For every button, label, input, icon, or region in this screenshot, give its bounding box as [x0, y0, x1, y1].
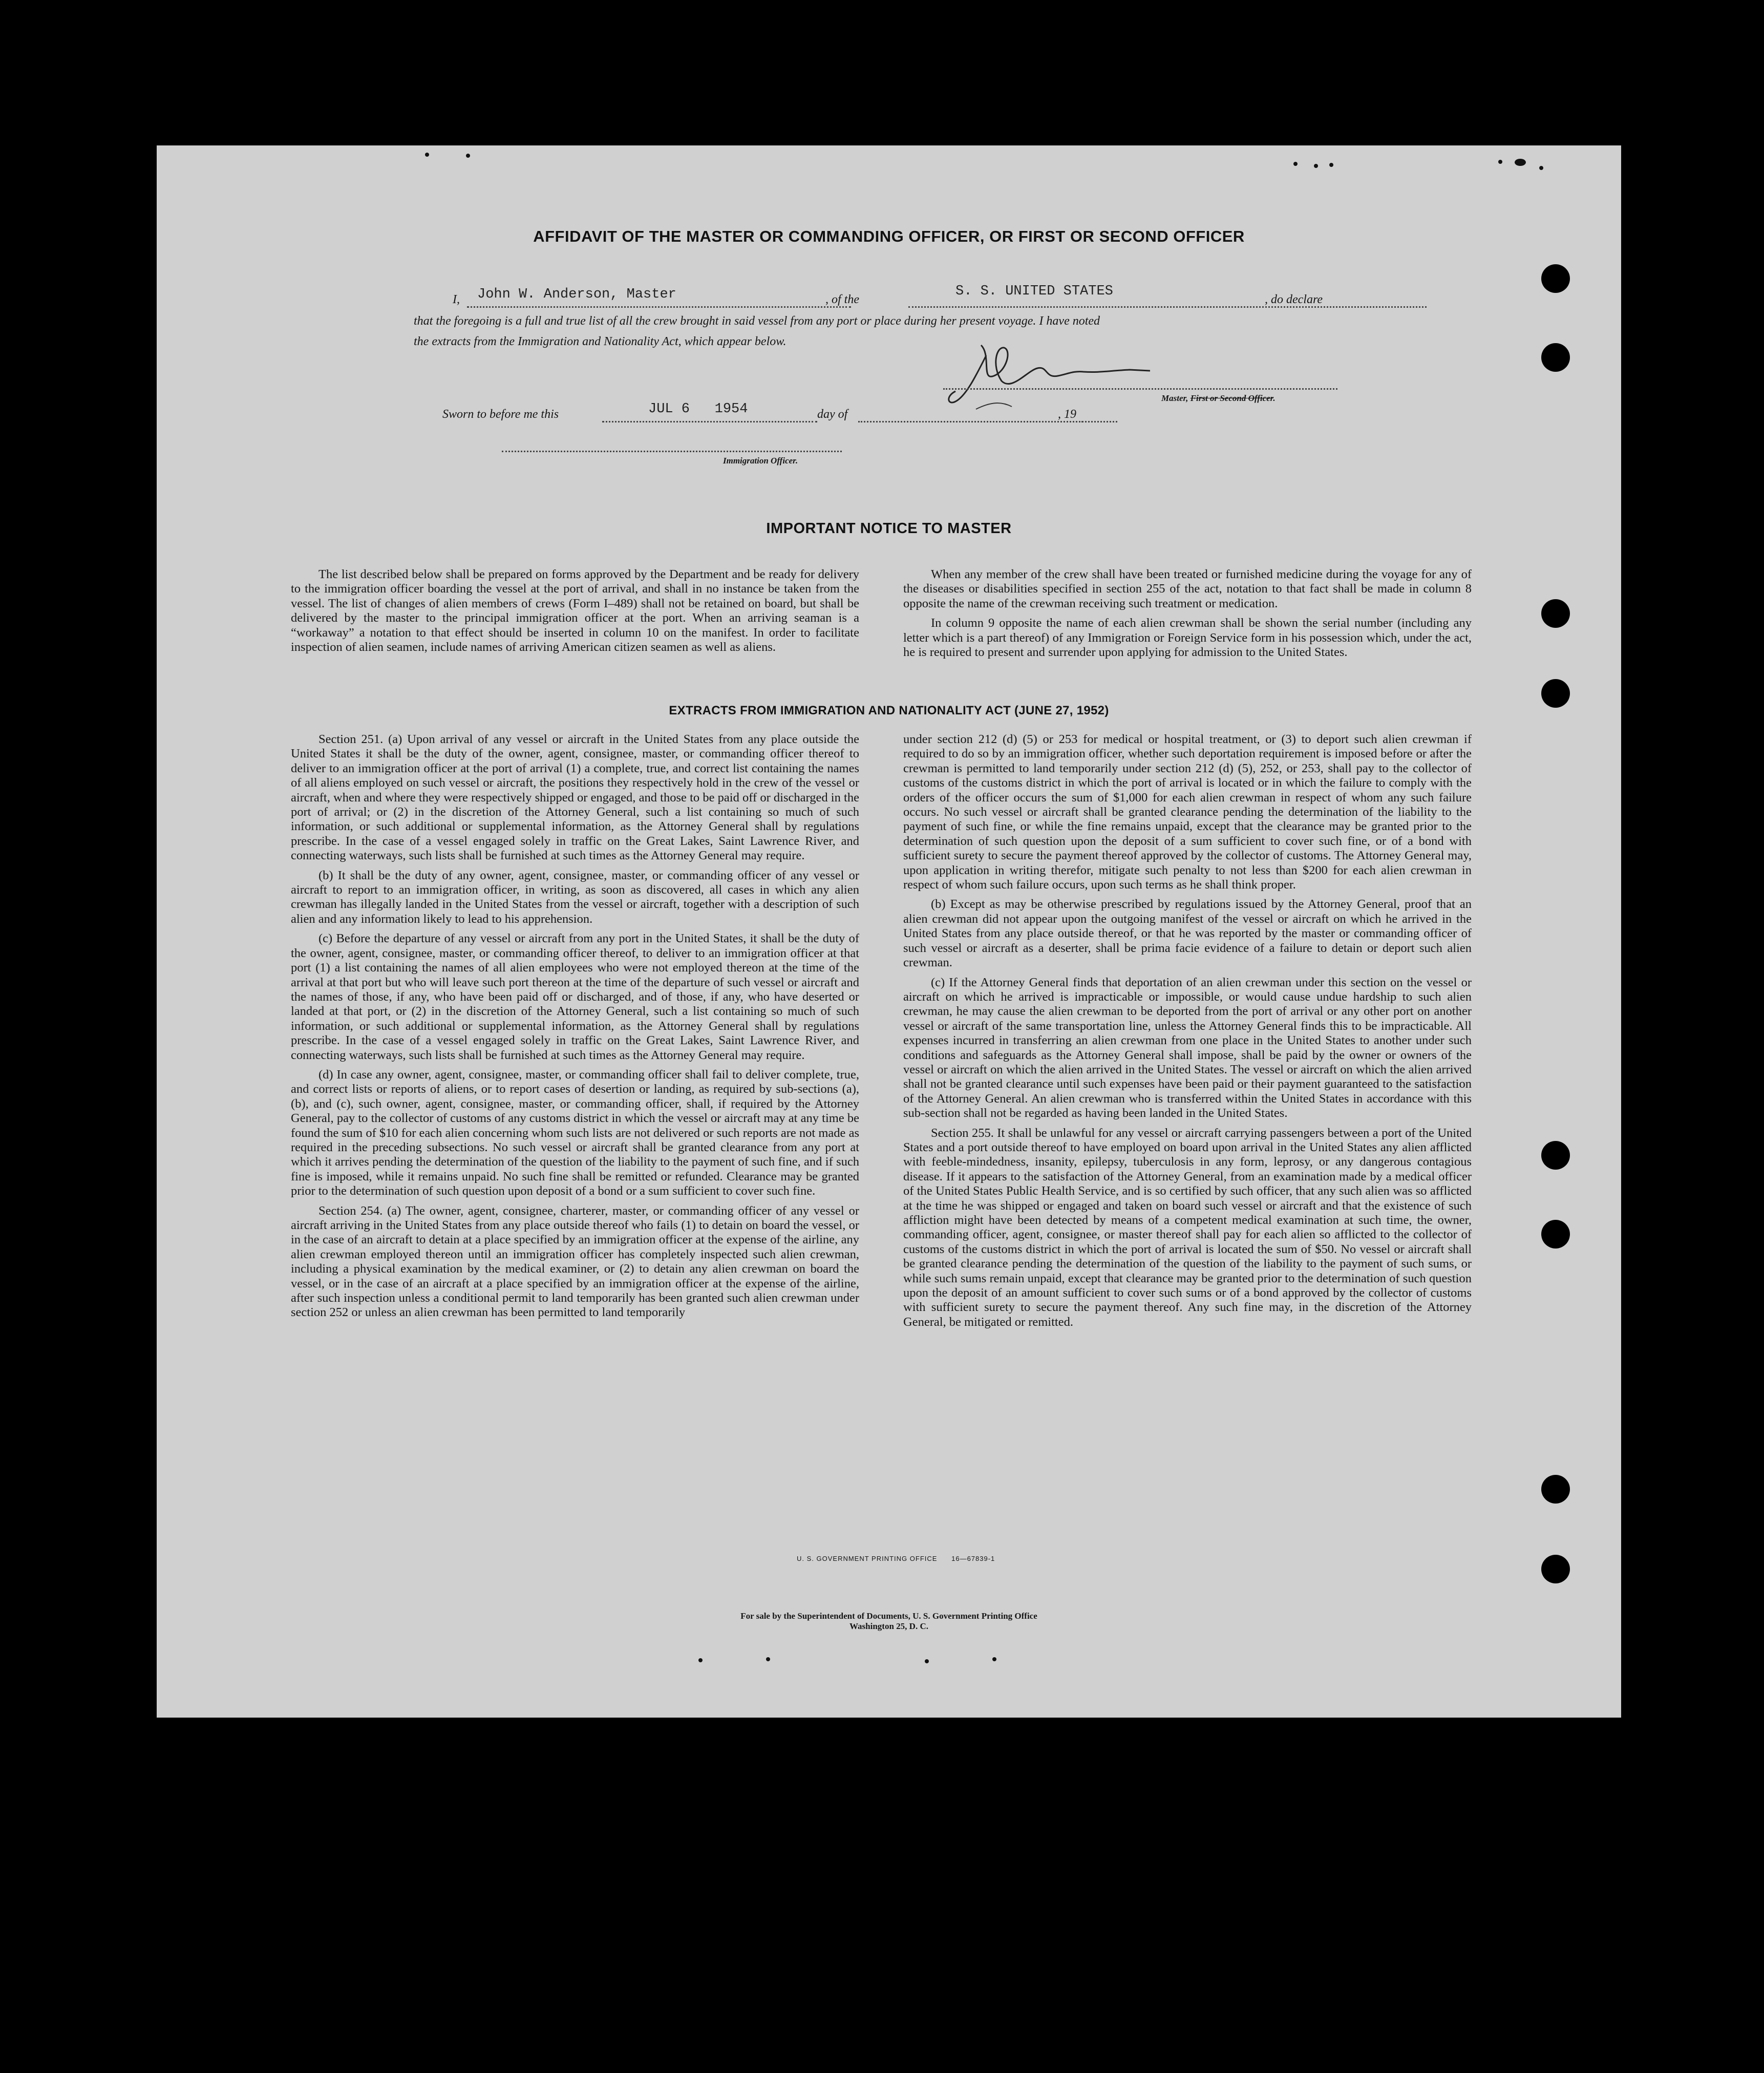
speck-mark	[1498, 160, 1502, 164]
extract-left-section-251d: (d) In case any owner, agent, consignee, master, or commanding officer shall fail to deliver complete, true, and correct lists or reports of aliens, or to report cases of desertion or landing, as required by sub-sections (a), (b), and (c), such owner, agent, consignee, master, or commanding officer, shall, if required by the Attorney General, pay to the collector of customs of any customs district in which the vessel or aircraft may at any time be found the sum of $10 for each alien concerning whom such lists are not delivered or such reports are not made as required in the preceding subsections. No such vessel or aircraft shall be granted clearance from any port at which it arrives pending the determination of the question of the liability to the payment of such fine, and if such fine is imposed, while it remains unpaid. No such fine shall be remitted or refunded. Clearance may be granted prior to the determination of such question upon deposit of a bond or a sum sufficient to cover such fine.	[291, 1067, 859, 1198]
vessel-underline	[908, 306, 1427, 308]
notice-left-column	[291, 567, 859, 660]
form-sheet	[157, 145, 1621, 1718]
binder-hole	[1541, 599, 1570, 628]
sworn-label: Sworn to before me this	[442, 408, 559, 421]
declaration-i-label: I,	[453, 293, 460, 306]
speck-mark	[698, 1658, 703, 1662]
speck-mark	[1539, 166, 1543, 170]
notice-left-paragraph: The list described below shall be prepared on forms approved by the Department and be ready for delivery to the immigration officer boarding the vessel at the port of arrival, and shall in no instance be taken from the vessel. The list of changes of alien members of crews (Form I–489) shall not be retained on board, but shall be delivered by the master to the principal immigration officer at the port. When an arriving seaman is a “workaway” a notation to that effect should be inserted in column 10 on the manifest. In order to facilitate inspection of alien seamen, include names of arriving American citizen seamen as well as aliens.	[291, 567, 859, 654]
extracts-title: EXTRACTS FROM IMMIGRATION AND NATIONALITY ACT (JUNE 27, 1952)	[669, 704, 1109, 717]
notice-title: IMPORTANT NOTICE TO MASTER	[766, 520, 1012, 537]
signer-title-struck: First or Second Officer	[1190, 393, 1273, 403]
binder-hole	[1541, 1475, 1570, 1504]
extract-right-section-254c: (c) If the Attorney General finds that deportation of an alien crewman under this section on the vessel or aircraft on which he arrived is impracticable or impossible, or would cause undue hardship to such alien crewman, he may cause the alien crewman to be deported from the port of arrival or any other port on another vessel or aircraft of the same transportation line, unless the Attorney General finds this to be impracticable. All expenses incurred in transferring an alien crewman from one place in the United States to another under such conditions and safeguards as the Attorney General shall impose, shall be paid by the owner or owners of the vessel or aircraft on which the alien arrived in the United States. The vessel or aircraft on which the alien arrived shall not be granted clearance until such expenses have been paid or their payment guaranteed to the satisfaction of the Attorney General. An alien crewman who is transferred within the United States in accordance with this sub-section shall not be regarded as having been landed in the United States.	[903, 975, 1472, 1120]
extract-right-section-254a-cont: under section 212 (d) (5) or 253 for medical or hospital treatment, or (3) to deport such alien crewman if required to do so by an immigration officer, whether such deportation requirement is imposed before or after the crewman is permitted to land temporarily under section 212 (d) (5), 252, or 253, shall pay to the collector of customs of the customs district in which the port of arrival is located or in which the failure to comply with the orders of the officer occurs the sum of $1,000 for each alien crewman in respect of whom any such failure occurs. No such vessel or aircraft shall be granted clearance pending the determination of the liability to the payment of such fine, or while the fine remains unpaid, except that the clearance may be granted prior to the determination of such question upon the deposit of a sum sufficient to cover such fine, or of a bond with sufficient surety to secure the payment thereof approved by the collector of customs. The Attorney General may, upon application in writing therefor, mitigate such penalty to not less than $200 for each alien crewman in respect of whom such failure occurs, upon such terms as he shall think proper.	[903, 732, 1472, 892]
sworn-date: JUL 6 1954	[648, 401, 748, 417]
declaration-statement-1: that the foregoing is a full and true list of all the crew brought in said vessel from any port or place during her present voyage. I have noted	[414, 314, 1100, 328]
speck-mark	[925, 1659, 929, 1663]
speck-mark	[425, 153, 429, 157]
extract-left-section-251a: Section 251. (a) Upon arrival of any vessel or aircraft in the United States from any place outside the United States it shall be the duty of the owner, agent, consignee, master, or commanding officer thereof to deliver to an immigration officer at the port of arrival (1) a complete, true, and correct list containing the names of all aliens employed on such vessel or aircraft, the positions they respectively hold in the crew of the vessel or aircraft, when and where they were respectively shipped or engaged, and those to be paid off or discharged in the port of arrival; or (2) in the discretion of the Attorney General, such a list containing so much of such information, or such additional or supplemental information, as the Attorney General shall by regulations prescribe. In the case of a vessel engaged solely in traffic on the Great Lakes, Saint Lawrence River, and connecting waterways, such lists shall be furnished at such times as the Attorney General may require.	[291, 732, 859, 863]
binder-hole	[1541, 343, 1570, 372]
signature	[945, 340, 1160, 417]
extract-left-section-254a: Section 254. (a) The owner, agent, consignee, charterer, master, or commanding officer of any vessel or aircraft arriving in the United States from any place outside thereof who fails (1) to detain on board the vessel, or in the case of an aircraft to detain at a place specified by an immigration officer at the expense of the airline, any alien crewman employed thereon until an immigration officer has completely inspected such alien crewman, including a physical examination by the medical examiner, or (2) to detain any alien crewman on board the vessel, or in the case of an aircraft at a place specified by an immigration officer at the expense of the airline, after such inspection unless a conditional permit to land temporarily has been granted such alien crewman under section 252 or unless an alien crewman has been permitted to land temporarily	[291, 1203, 859, 1320]
sale-line-2: Washington 25, D. C.	[849, 1621, 928, 1631]
do-declare-label: , do declare	[1265, 293, 1323, 306]
notice-right-column	[903, 567, 1472, 665]
binder-hole	[1541, 1220, 1570, 1249]
sworn-date-underline	[602, 421, 817, 422]
speck-mark	[1515, 159, 1526, 166]
vessel-name: S. S. UNITED STATES	[955, 284, 1113, 299]
immigration-officer-underline	[502, 451, 842, 452]
day-of-label: day of	[817, 408, 848, 421]
notice-right-paragraph-2: In column 9 opposite the name of each alien crewman shall be shown the serial number (including any letter which is a part thereof) of any Immigration or Foreign Service form in his possession which, under the act, he is required to present and surrender upon applying for admission to the United States.	[903, 616, 1472, 660]
extracts-left-column	[291, 732, 859, 1325]
extract-right-section-255: Section 255. It shall be unlawful for any vessel or aircraft carrying passengers between a port of the United States and a port outside thereof to have employed on board upon arrival in the United States any alien afflicted with feeble-mindedness, insanity, epilepsy, tuberculosis in any form, leprosy, or any dangerous contagious disease. If it appears to the satisfaction of the Attorney General, from an examination made by a medical officer of the United States Public Health Service, and is so certified by such officer, that any such alien was so afflicted at the time he was shipped or engaged and taken on board such vessel or aircraft and that the existence of such affliction might have been detected by means of a competent medical examination at such time, the owner, commanding officer, agent, consignee, or master thereof shall pay for each alien so afflicted to the collector of customs of the customs district in which the port of arrival is located the sum of $50. No vessel or aircraft shall be granted clearance pending the determination of the question of the liability to the payment of such sums, or while such sums remain unpaid, except that clearance may be granted prior to the determination of such question upon the deposit of an amount sufficient to cover such sums or of a bond approved by the collector of customs with sufficient surety to secure the payment thereof. Any such fine may, in the discretion of the Attorney General, be mitigated or remitted.	[903, 1126, 1472, 1329]
binder-hole	[1541, 1555, 1570, 1583]
extract-left-section-251c: (c) Before the departure of any vessel or aircraft from any port in the United States, it shall be the duty of the owner, agent, consignee, master, or commanding officer thereof, to deliver to an immigration officer at that port (1) a list containing the names of all alien employees who were not employed thereon at the time of the arrival at that port but who will leave such port thereon at the time of the departure of such vessel or aircraft and the names of those, if any, who have been paid off or discharged, and of those, if any, who have deserted or landed at that port, or (2) in the discretion of the Attorney General, such a list containing so much of such information, or such additional or supplemental information, as the Attorney General shall by regulations prescribe. In the case of a vessel engaged solely in traffic on the Great Lakes, Saint Lawrence River, and connecting waterways, such lists shall be furnished at such times as the Attorney General may require.	[291, 932, 859, 1062]
signer-title	[1161, 393, 1276, 404]
printing-office-line: U. S. GOVERNMENT PRINTING OFFICE 16—67839-1	[797, 1555, 995, 1562]
signer-title-prefix: Master,	[1161, 393, 1191, 403]
extract-right-section-254b: (b) Except as may be otherwise prescribed by regulations issued by the Attorney General, proof that an alien crewman did not appear upon the outgoing manifest of the vessel or aircraft on which he arrived in the United States from any place outside thereof, or that he was reported by the master or commanding officer of such vessel or aircraft as a deserter, shall be prima facie evidence of a failure to detain or deport such alien crewman.	[903, 897, 1472, 970]
notice-right-paragraph-1: When any member of the crew shall have been treated or furnished medicine during the voyage for any of the diseases or disabilities specified in section 255 of the act, notation to that fact shall be made in column 8 opposite the name of the crewman receiving such treatment or medication.	[903, 567, 1472, 610]
speck-mark	[1329, 163, 1333, 167]
signature-underline	[943, 388, 1337, 390]
declaration-statement-2: the extracts from the Immigration and Nationality Act, which appear below.	[414, 335, 787, 348]
speck-mark	[1314, 164, 1318, 168]
speck-mark	[1293, 162, 1298, 166]
declarant-underline	[467, 306, 851, 308]
binder-hole	[1541, 264, 1570, 293]
binder-hole	[1541, 1141, 1570, 1170]
immigration-officer-label: Immigration Officer.	[723, 456, 798, 466]
of-the-label: , of the	[825, 293, 859, 306]
speck-mark	[466, 154, 470, 158]
speck-mark	[992, 1657, 996, 1661]
speck-mark	[766, 1657, 770, 1661]
extract-left-section-251b: (b) It shall be the duty of any owner, agent, consignee, master, or commanding officer of any vessel or aircraft to report to an immigration officer, in writing, as soon as discovered, all cases in which any alien crewman has illegally landed in the United States from the vessel or aircraft, together with a description of such alien and any information likely to lead to his apprehension.	[291, 868, 859, 926]
extracts-right-column	[903, 732, 1472, 1335]
signer-title-suffix: .	[1273, 393, 1276, 403]
year-underline	[1081, 421, 1117, 422]
affidavit-title: AFFIDAVIT OF THE MASTER OR COMMANDING OFFICER, OR FIRST OR SECOND OFFICER	[533, 227, 1245, 245]
declarant-name: John W. Anderson, Master	[477, 287, 676, 302]
year-prefix-label: , 19	[1058, 408, 1076, 421]
sale-line-1: For sale by the Superintendent of Documents, U. S. Government Printing Office	[740, 1611, 1037, 1621]
